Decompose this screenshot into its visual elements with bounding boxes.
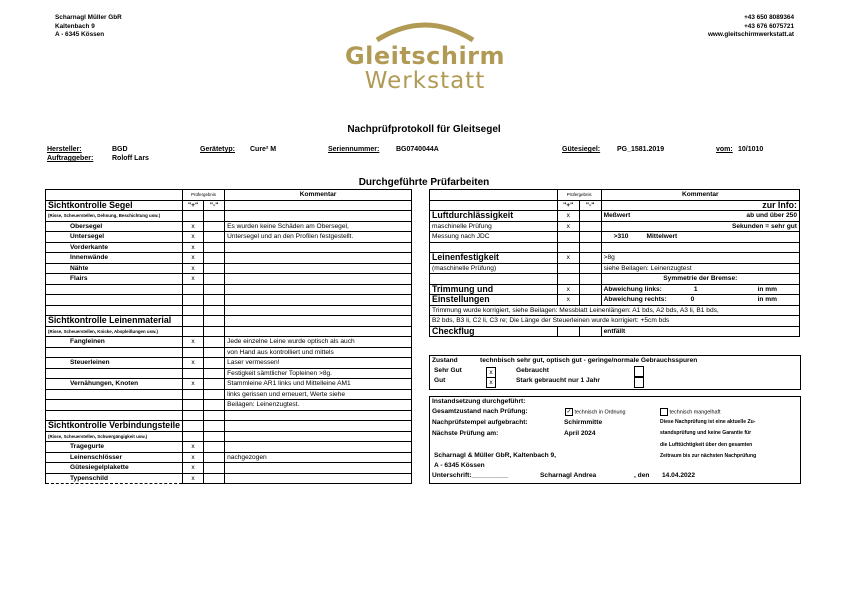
ab-ueber: ab und über 250 bbox=[746, 212, 797, 219]
check-row bbox=[46, 452, 412, 463]
luft-sub: maschinelle Prüfung bbox=[430, 221, 558, 232]
right-check-table bbox=[429, 189, 800, 337]
sekunden: Sekunden = sehr gut bbox=[601, 221, 799, 232]
zustand-box bbox=[429, 355, 801, 390]
disclaimer-line2: standsprüfung und keine Garantie für bbox=[660, 430, 752, 437]
check-row-label: Tragegurte bbox=[46, 442, 183, 453]
check-row-plus: x bbox=[182, 452, 203, 463]
check-row-plus bbox=[182, 368, 203, 379]
symmetrie: Symmetrie der Bremse: bbox=[601, 274, 799, 285]
check-row-plus: x bbox=[182, 242, 203, 253]
mittelwert: Mittelwert bbox=[646, 233, 678, 240]
trimm-x2: x bbox=[557, 295, 579, 306]
company-street: Kaltenbach 9 bbox=[55, 22, 95, 30]
abw-rechts-val: 0 bbox=[690, 296, 695, 303]
zustand-r1x: x bbox=[486, 367, 496, 378]
festig-title: Leinenfestigkeit bbox=[430, 253, 558, 264]
zustand-r2a: Gut bbox=[434, 377, 446, 384]
leinen-title: Sichtkontrolle Leinenmaterial bbox=[46, 316, 183, 327]
check-row-minus bbox=[204, 389, 225, 400]
meta-hersteller-label: Hersteller: bbox=[47, 146, 82, 153]
right-plus-hdr: "+" bbox=[557, 200, 579, 211]
meta-seriennummer: BG0740044A bbox=[396, 146, 439, 153]
festig-val: >8g bbox=[601, 253, 799, 264]
zustand-r1a: Sehr Gut bbox=[434, 367, 462, 374]
right-hdr-pruef: Prüfergebnis bbox=[557, 190, 601, 201]
mm2: in mm bbox=[757, 296, 777, 303]
check-row-label: Innenwände bbox=[46, 253, 183, 264]
check-row-minus bbox=[204, 221, 225, 232]
verb-sub: (Risse, Scheuerstellen, Schwergängigkeit usw.) bbox=[46, 431, 183, 442]
check-row-comment: von Hand aus kontrolliert und mittels bbox=[225, 347, 412, 358]
check-row-label bbox=[46, 389, 183, 400]
trimm-x1: x bbox=[557, 284, 579, 295]
check-val: entfällt bbox=[601, 326, 799, 337]
opt2-wrapper[interactable] bbox=[660, 408, 720, 416]
unterschrift-name: Scharnagl Andrea bbox=[540, 472, 597, 479]
leinen-sub: (Risse, Scheuerstellen, Knicke, Abspleißungen usw.) bbox=[46, 326, 183, 337]
check-row-comment bbox=[225, 463, 412, 474]
check-row-plus: x bbox=[182, 263, 203, 274]
check-row-label bbox=[46, 347, 183, 358]
abw-rechts: Abweichung rechts: bbox=[603, 296, 667, 303]
segel-title: Sichtkontrolle Segel bbox=[46, 200, 183, 211]
opt2-checkbox[interactable] bbox=[660, 408, 668, 416]
den-label: , den bbox=[634, 472, 650, 479]
check-row-comment: Festigkeit sämtlicher Topleinen >8g. bbox=[225, 368, 412, 379]
datum: 14.04.2022 bbox=[662, 472, 696, 479]
addr1: Scharnagl & Müller GbR, Kaltenbach 9, bbox=[434, 452, 557, 459]
meta-guetesiegel-label: Gütesiegel: bbox=[562, 146, 601, 153]
check-row-plus: x bbox=[182, 337, 203, 348]
zur-info: zur Info: bbox=[601, 200, 799, 211]
check-row-label: Fangleinen bbox=[46, 337, 183, 348]
meta-guetesiegel: PG_1581.2019 bbox=[617, 146, 665, 153]
check-row-label: Gütesiegelplakette bbox=[46, 463, 183, 474]
check-row-minus bbox=[204, 347, 225, 358]
right-hdr-komm: Kommentar bbox=[601, 190, 799, 201]
instand-box bbox=[429, 396, 801, 484]
check-row-comment bbox=[225, 242, 412, 253]
messwert: Meßwert bbox=[603, 212, 631, 219]
check-row-label bbox=[46, 368, 183, 379]
segel-sub: (Risse, Scheuerstellen, Dehnung, Beschichtung usw.) bbox=[46, 211, 183, 222]
check-row-minus bbox=[204, 337, 225, 348]
check-row bbox=[46, 242, 412, 253]
unterschrift-label: Unterschrift:__________ bbox=[432, 472, 509, 479]
naechste-value: April 2024 bbox=[564, 430, 596, 437]
check-row bbox=[46, 473, 412, 484]
check-row-minus bbox=[204, 379, 225, 390]
check-title: Checkflug bbox=[430, 326, 558, 337]
check-row-label: Vorderkante bbox=[46, 242, 183, 253]
check-row-comment: Stammleine AR1 links und Mittelleine AM1 bbox=[225, 379, 412, 390]
check-row-comment: Beilagen: Leinenzugtest. bbox=[225, 400, 412, 411]
check-row bbox=[46, 263, 412, 274]
company-address bbox=[55, 14, 122, 40]
disclaimer-line1: Diese Nachprüfung ist eine aktuelle Zu- bbox=[660, 419, 756, 425]
check-row-comment bbox=[225, 473, 412, 484]
check-row-label: Untersegel bbox=[46, 232, 183, 243]
trimm-note1: Trimmung wurde korrigiert, siehe Beilagen: Messblatt Leinenlängen: A1 bds, A2 bds, A3 li, B1 bds, bbox=[430, 305, 800, 316]
check-row bbox=[46, 400, 412, 411]
check-row-minus bbox=[204, 274, 225, 285]
check-row-comment bbox=[225, 442, 412, 453]
trimm-title1: Trimmung und bbox=[430, 284, 558, 295]
meta-auftraggeber-label: Auftraggeber: bbox=[47, 155, 94, 162]
check-row-minus bbox=[204, 452, 225, 463]
check-row-plus bbox=[182, 400, 203, 411]
check-row-comment bbox=[225, 263, 412, 274]
check-row-label: Vernähungen, Knoten bbox=[46, 379, 183, 390]
trimm-note2: B2 bds, B3 li, C2 li, C3 re; Die Länge der Steuerleinen wurde korrigiert: +5cm bds bbox=[430, 316, 800, 327]
phone-2: +43 676 6075721 bbox=[744, 22, 794, 30]
check-row-minus bbox=[204, 400, 225, 411]
trimm-title2: Einstellungen bbox=[430, 295, 558, 306]
stempel-label: Nachprüfstempel aufgebracht: bbox=[432, 419, 528, 426]
meta-seriennummer-label: Seriennummer: bbox=[328, 146, 380, 153]
check-row-plus: x bbox=[182, 473, 203, 484]
zustand-r1b: Gebraucht bbox=[516, 367, 549, 374]
meta-geraetetyp: Cure² M bbox=[250, 146, 277, 153]
company-contact bbox=[708, 14, 794, 40]
check-row-comment: Es wurden keine Schäden am Obersegel, bbox=[225, 221, 412, 232]
opt1-wrapper[interactable] bbox=[565, 408, 625, 416]
left-minus-hdr: "-" bbox=[204, 200, 225, 211]
meta-vom: 10/1010 bbox=[738, 146, 764, 153]
document-title: Nachprüfprotokoll für Gleitsegel bbox=[347, 124, 501, 135]
check-row bbox=[46, 232, 412, 243]
check-row-minus bbox=[204, 232, 225, 243]
left-check-table bbox=[45, 189, 412, 484]
check-row-comment: Jede einzelne Leine wurde optisch als auch bbox=[225, 337, 412, 348]
festig-beil: siehe Beilagen: Leinenzugtest bbox=[601, 263, 799, 274]
check-row bbox=[46, 368, 412, 379]
disclaimer bbox=[660, 417, 756, 463]
left-plus-hdr: "+" bbox=[182, 200, 203, 211]
luft-x1: x bbox=[557, 211, 579, 222]
check-row-minus bbox=[204, 442, 225, 453]
opt1-checkbox[interactable]: ✓ bbox=[566, 409, 572, 415]
disclaimer-line3: die Lufttüchtigkeit über den gesamten bbox=[660, 441, 753, 448]
meta-geraetetyp-label: Gerätetyp: bbox=[200, 146, 236, 153]
verb-title: Sichtkontrolle Verbindungsteile bbox=[46, 421, 183, 432]
addr2: A - 6345 Kössen bbox=[434, 462, 485, 469]
meta-auftraggeber: Roloff Lars bbox=[112, 155, 149, 162]
check-row-minus bbox=[204, 463, 225, 474]
check-row-label bbox=[46, 400, 183, 411]
logo-arc-icon bbox=[373, 18, 477, 42]
zustand-r2-checkbox[interactable] bbox=[634, 376, 644, 388]
stempel-value: Schirmmitte bbox=[564, 419, 603, 426]
abw-links-val: 1 bbox=[693, 285, 698, 293]
check-row bbox=[46, 379, 412, 390]
check-row-label: Obersegel bbox=[46, 221, 183, 232]
logo-line2: Werkstatt bbox=[364, 68, 486, 94]
check-row-plus: x bbox=[182, 358, 203, 369]
check-row-minus bbox=[204, 473, 225, 484]
check-row-plus: x bbox=[182, 442, 203, 453]
check-row bbox=[46, 358, 412, 369]
check-row-plus: x bbox=[182, 232, 203, 243]
check-row-minus bbox=[204, 368, 225, 379]
right-minus-hdr: "-" bbox=[579, 200, 601, 211]
left-hdr-pruef: Prüfergebnis bbox=[182, 190, 224, 201]
naechste-label: Nächste Prüfung am: bbox=[432, 430, 499, 437]
luft-x2: x bbox=[557, 221, 579, 232]
left-hdr-komm: Kommentar bbox=[225, 190, 412, 201]
company-city: A - 6345 Kössen bbox=[55, 31, 105, 39]
meta-hersteller: BGD bbox=[112, 146, 128, 153]
check-row bbox=[46, 274, 412, 285]
check-row-plus: x bbox=[182, 379, 203, 390]
check-row bbox=[46, 221, 412, 232]
zustand-desc: technbisch sehr gut, optisch gut - geringe/normale Gebrauchsspuren bbox=[480, 357, 698, 364]
check-row-plus bbox=[182, 389, 203, 400]
check-row-plus: x bbox=[182, 274, 203, 285]
check-row-comment bbox=[225, 274, 412, 285]
website: www.gleitschirmwerkstatt.at bbox=[707, 31, 794, 39]
check-row-plus: x bbox=[182, 253, 203, 264]
check-row-comment: Untersegel und an den Profilen festgestellt. bbox=[225, 232, 412, 243]
check-row bbox=[46, 389, 412, 400]
luft-val: >310 bbox=[613, 233, 629, 240]
opt2-label: technisch mangelhaft bbox=[669, 409, 721, 416]
luft-jdc: Messung nach JDC bbox=[430, 232, 558, 243]
check-row bbox=[46, 337, 412, 348]
check-row-plus bbox=[182, 347, 203, 358]
phone-1: +43 650 8089364 bbox=[744, 14, 794, 21]
check-row-comment: Laser vermessen! bbox=[225, 358, 412, 369]
check-row-minus bbox=[204, 242, 225, 253]
zustand-r2x: x bbox=[486, 377, 496, 388]
check-row-label: Steuerleinen bbox=[46, 358, 183, 369]
zustand-r2b: Stark gebraucht nur 1 Jahr bbox=[516, 377, 600, 384]
check-row-label: Nähte bbox=[46, 263, 183, 274]
festig-sub: (maschinelle Prüfung) bbox=[430, 263, 558, 274]
mm1: in mm bbox=[757, 285, 777, 293]
abw-links: Abweichung links: bbox=[603, 285, 662, 293]
check-row-plus: x bbox=[182, 463, 203, 474]
check-row-label: Leinenschlösser bbox=[46, 452, 183, 463]
zustand-label: Zustand bbox=[432, 357, 458, 364]
opt1-label: technisch in Ordnung bbox=[574, 409, 626, 416]
check-row-label: Flairs bbox=[46, 274, 183, 285]
disclaimer-line4: Zeitraum bis zur nächsten Nachprüfung bbox=[660, 453, 757, 460]
gesamt-label: Gesamtzustand nach Prüfung: bbox=[432, 408, 528, 415]
company-name: Scharnagl Müller GbR bbox=[55, 14, 122, 21]
check-row bbox=[46, 347, 412, 358]
section-title: Durchgeführte Prüfarbeiten bbox=[358, 177, 490, 188]
logo bbox=[335, 18, 515, 98]
luft-title: Luftdurchlässigkeit bbox=[430, 211, 558, 222]
festig-x: x bbox=[557, 253, 579, 264]
check-row-comment bbox=[225, 253, 412, 264]
check-row-comment: nachgezogen bbox=[225, 452, 412, 463]
logo-line1: Gleitschirm bbox=[344, 42, 506, 70]
check-row-comment: links gerissen und erneuert, Werte siehe bbox=[225, 389, 412, 400]
check-row-plus: x bbox=[182, 221, 203, 232]
check-row bbox=[46, 253, 412, 264]
check-row bbox=[46, 442, 412, 453]
check-row bbox=[46, 463, 412, 474]
check-row-minus bbox=[204, 253, 225, 264]
instand-title: Instandsetzung durchgeführt: bbox=[432, 398, 526, 405]
meta-vom-label: vom: bbox=[716, 146, 733, 153]
check-row-label: Typenschild bbox=[46, 473, 183, 484]
check-row-minus bbox=[204, 263, 225, 274]
check-row-minus bbox=[204, 358, 225, 369]
